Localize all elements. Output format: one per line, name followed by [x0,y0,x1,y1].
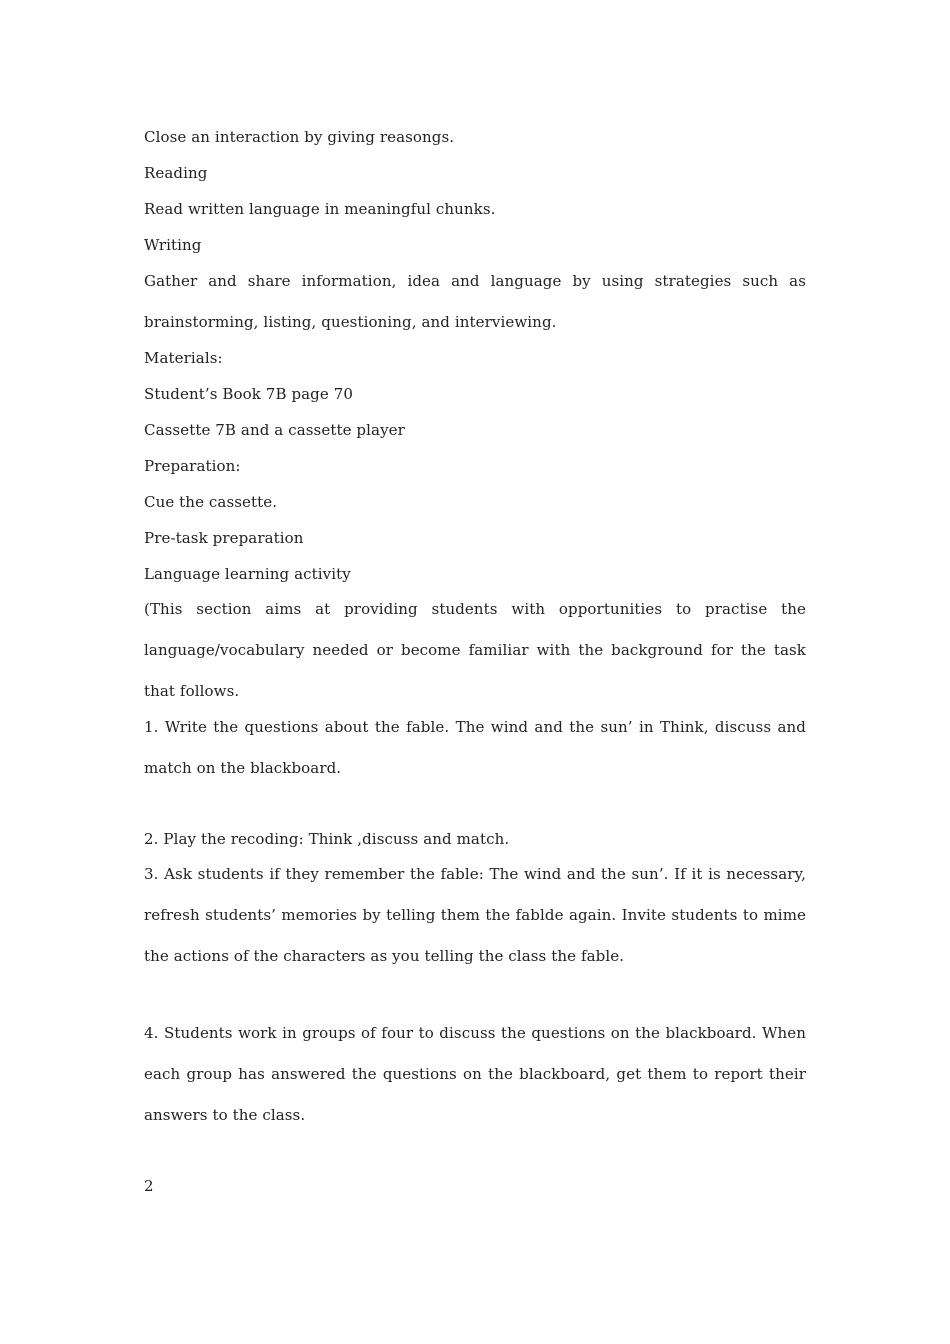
list-item-4: 4. Students work in groups of four to discuss the questions on the blackboard. When each group has answered the questions on the blackboard, get them to report their answers to the class. [144,1024,806,1124]
page-number: 2 [144,1177,154,1195]
paragraph-cassette: Cassette 7B and a cassette player [144,421,405,439]
heading-language-learning-activity: Language learning activity [144,565,351,583]
paragraph-section-aims: (This section aims at providing students with opportunities to practise the language/vocabulary needed or become familiar with the background for the task that follows. [144,600,806,700]
paragraph-close-interaction: Close an interaction by giving reasongs. [144,128,455,146]
heading-materials: Materials: [144,349,223,367]
heading-writing: Writing [144,236,202,254]
paragraph-cue-cassette: Cue the cassette. [144,493,278,511]
list-item-3: 3. Ask students if they remember the fable: The wind and the sun’. If it is necessary, refresh students’ memories by telling them the fablde again. Invite students to mime the actions of the characters as you telling the class the fable. [144,865,806,965]
heading-reading: Reading [144,164,208,182]
heading-preparation: Preparation: [144,457,241,475]
list-item-1: 1. Write the questions about the fable. The wind and the sun’ in Think, discuss and match on the blackboard. [144,718,806,777]
paragraph-read-written-language: Read written language in meaningful chunks. [144,200,496,218]
heading-pre-task-preparation: Pre-task preparation [144,529,304,547]
paragraph-gather-and-share: Gather and share information, idea and language by using strategies such as brainstorming, listing, questioning, and interviewing. [144,272,806,331]
list-item-2: 2. Play the recoding: Think ,discuss and match. [144,830,510,848]
paragraph-students-book: Student’s Book 7B page 70 [144,385,354,403]
